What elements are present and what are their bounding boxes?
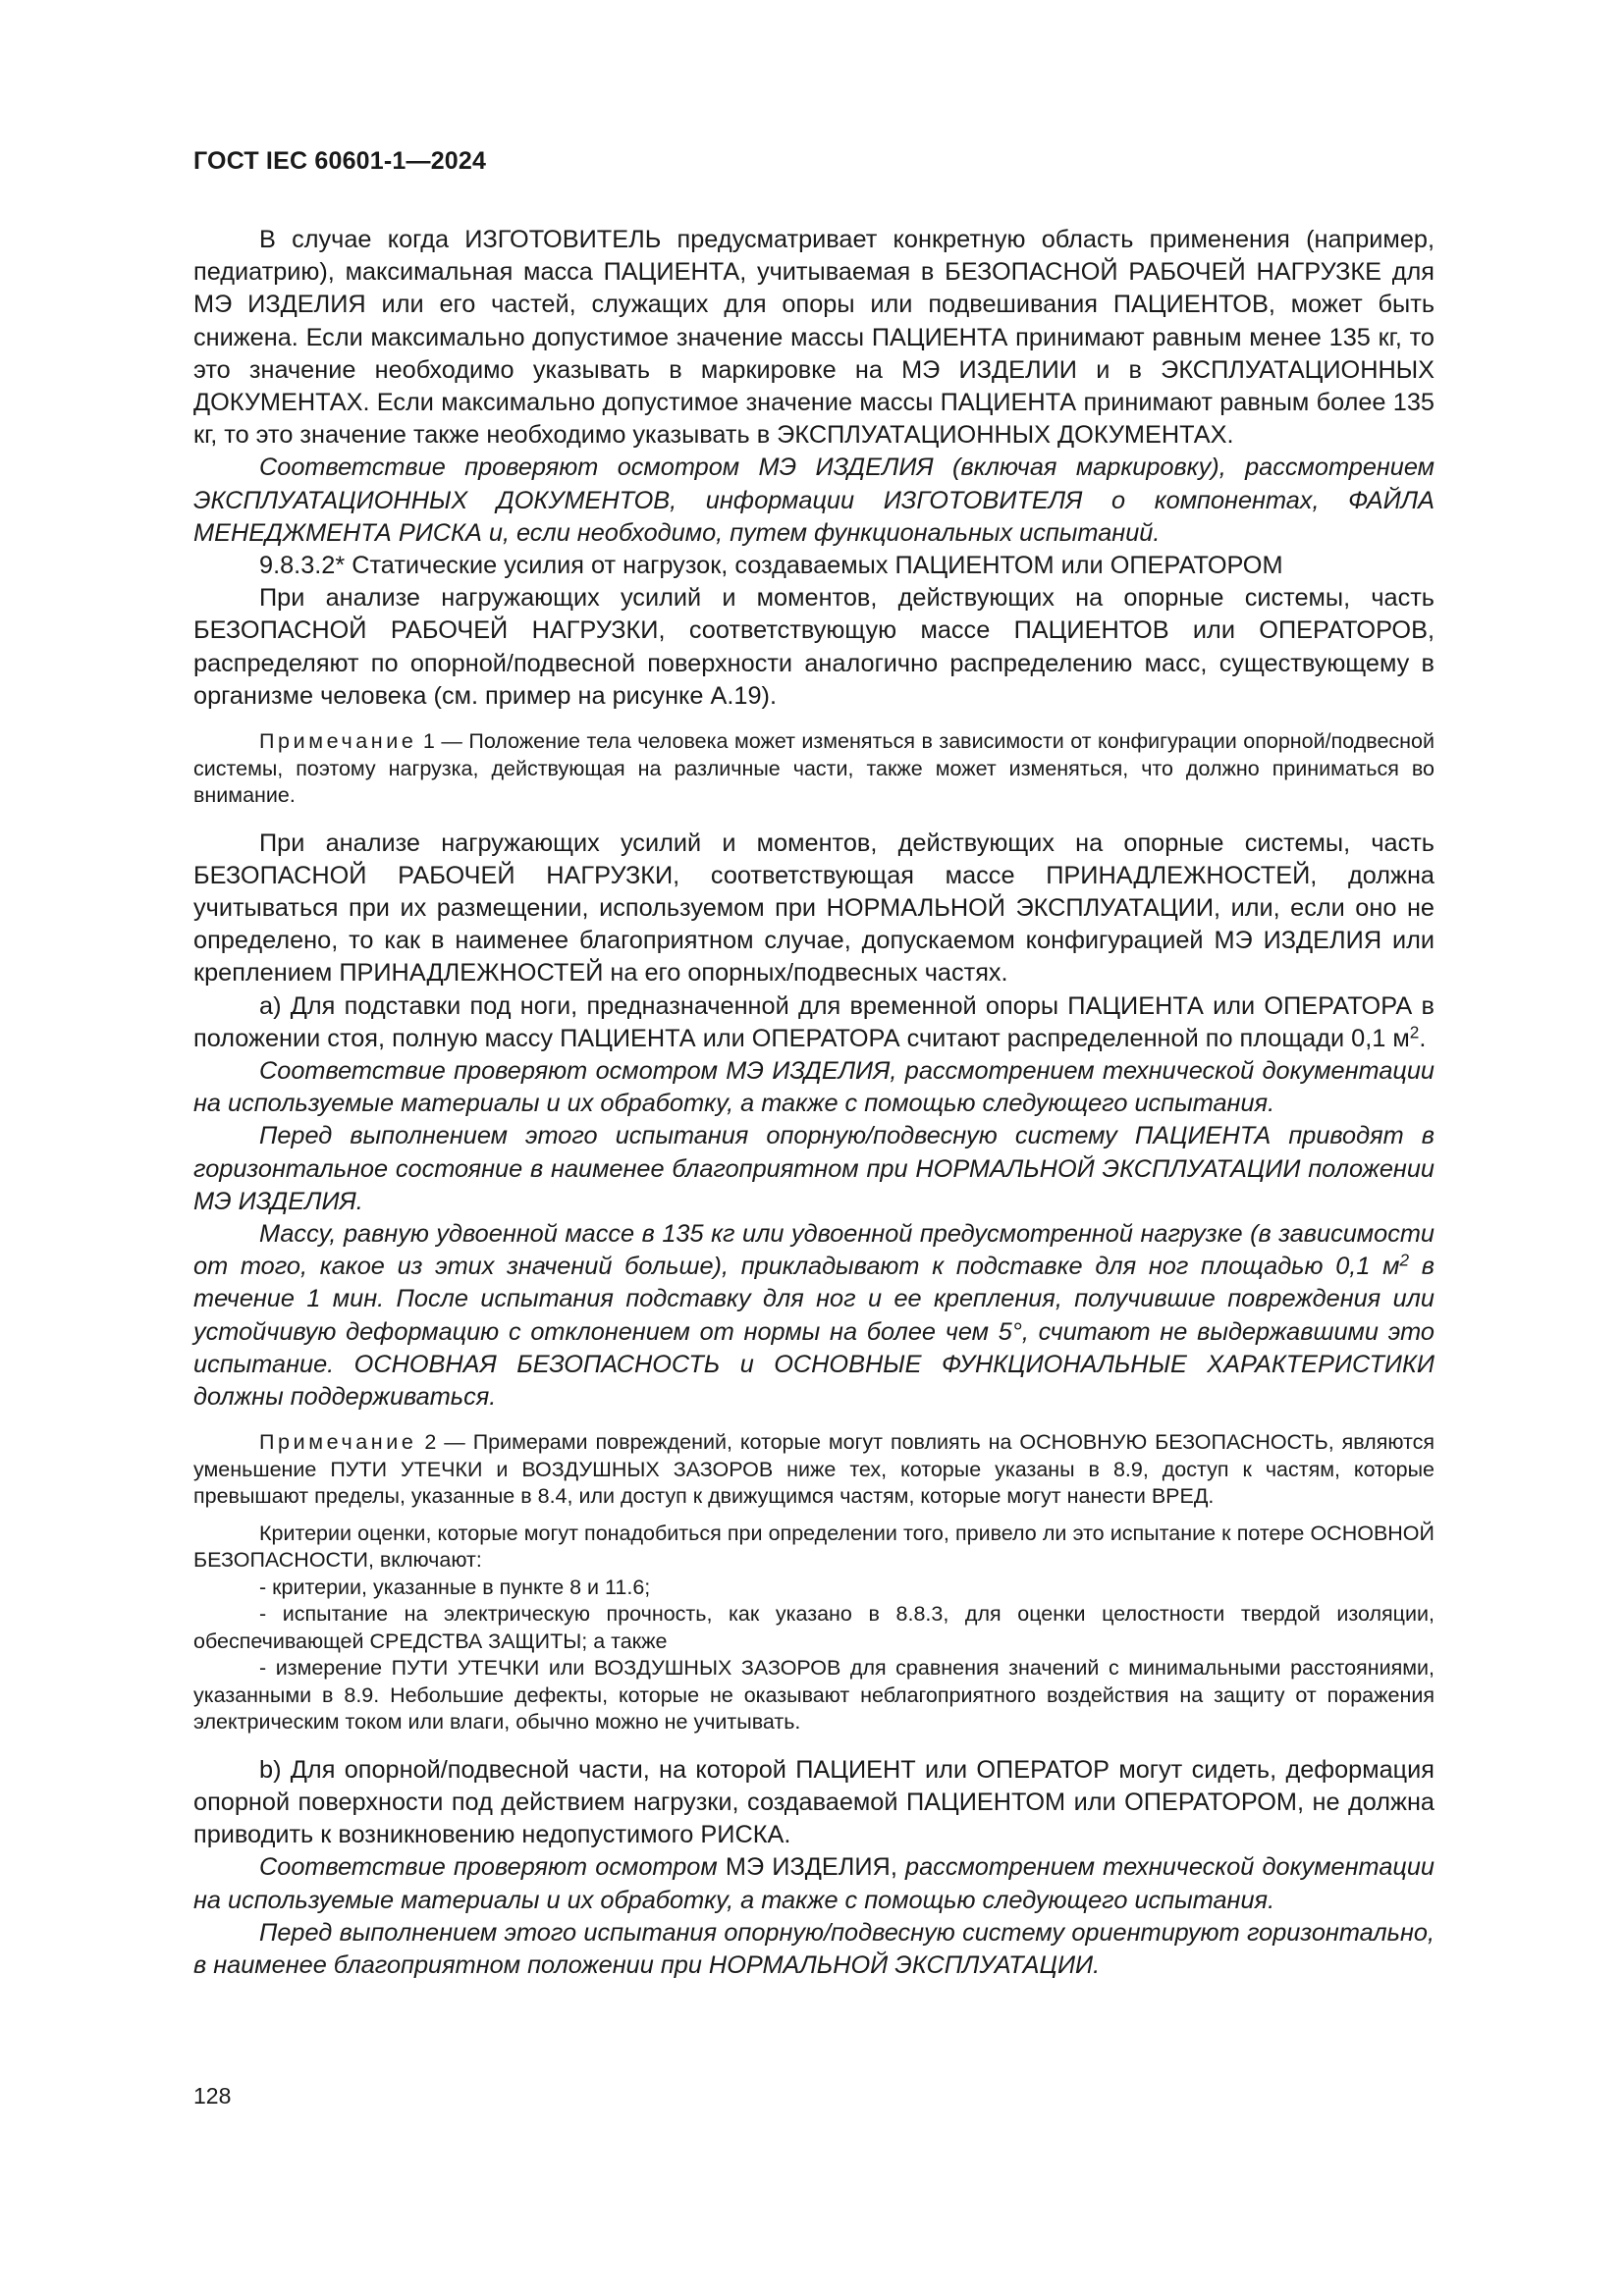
compliance-paragraph: Соответствие проверяют осмотром МЭ ИЗДЕЛИЯ, рассмотрением технической документации на используемые материалы и их обработку, а также с помощью следующего испытания. (193, 1056, 1435, 1118)
test-paragraph: Перед выполнением этого испытания опорную/подвесную систему ПАЦИЕНТА приводят в горизонтальное состояние в наименее благоприятном при НОРМАЛЬНОЙ ЭКСПЛУАТАЦИИ положении МЭ ИЗДЕЛИЯ. (193, 1122, 1435, 1215)
list-item: - критерии, указанные в пункте 8 и 11.6; (259, 1575, 651, 1599)
document-body (193, 224, 1435, 1982)
test-paragraph: Перед выполнением этого испытания опорную/подвесную систему ориентируют горизонтально, в наименее благоприятном положении при НОРМАЛЬНОЙ ЭКСПЛУАТАЦИИ. (193, 1918, 1435, 1979)
note-label: Примечание (259, 729, 417, 754)
list-paragraph-b: b) Для опорной/подвесной части, на которой ПАЦИЕНТ или ОПЕРАТОР могут сидеть, деформация опорной поверхности под действием нагрузки, создаваемой ПАЦИЕНТОМ или ОПЕРАТОРОМ, не должна приводить к возникновению недопустимого РИСКА. (193, 1755, 1435, 1849)
page-number: 128 (193, 2083, 232, 2109)
compliance-paragraph: Соответствие проверяют осмотром МЭ ИЗДЕЛИЯ (включая маркировку), рассмотрением ЭКСПЛУАТАЦИОННЫХ ДОКУМЕНТОВ, информации ИЗГОТОВИТЕЛЯ о компонентах, ФАЙЛА МЕНЕДЖМЕНТА РИСКА и, если необходимо, путем функциональных испытаний. (193, 454, 1435, 547)
note-1 (193, 728, 1435, 810)
note-label: Примечание (259, 1430, 417, 1455)
test-paragraph: Массу, равную удвоенной массе в 135 кг или удвоенной предусмотренной нагрузке (в зависимости от того, какое из этих значений больше), прикладывают к подставке для ног площадью 0,1 $м^2$ в течение 1 мин. После испытания подставку для ног и ее крепления, получившие повреждения или устойчивую деформацию с отклонением от нормы на более чем 5°, считают не выдержавшими это испытание. ОСНОВНАЯ БЕЗОПАСНОСТЬ и ОСНОВНЫЕ ФУНКЦИОНАЛЬНЫЕ ХАРАКТЕРИСТИКИ должны поддерживаться. (193, 1219, 1435, 1411)
note-text: 2 — Примерами повреждений, которые могут повлиять на ОСНОВНУЮ БЕЗОПАСНОСТЬ, являются уменьшение ПУТИ УТЕЧКИ и ВОЗДУШНЫХ ЗАЗОРОВ ниже тех, которые указаны в 8.9, доступ к частям, которые превышают пределы, указанные в 8.4, или доступ к движущимся частям, которые могут нанести ВРЕД. (193, 1430, 1435, 1509)
list-item: - измерение ПУТИ УТЕЧКИ или ВОЗДУШНЫХ ЗАЗОРОВ для сравнения значений с минимальными расстояниями, указанными в 8.9. Небольшие дефекты, которые не оказывают неблагоприятного воздействия на защиту от поражения электрическим током или влаги, обычно можно не учитывать. (193, 1656, 1435, 1735)
section-heading: 9.8.3.2* Статические усилия от нагрузок, создаваемых ПАЦИЕНТОМ или ОПЕРАТОРОМ (259, 552, 1283, 580)
list-paragraph-a: a) Для подставки под ноги, предназначенной для временной опоры ПАЦИЕНТА или ОПЕРАТОРА в положении стоя, полную массу ПАЦИЕНТА или ОПЕРАТОРА считают распределенной по площади 0,1 $м^2$. (193, 991, 1435, 1052)
document-header: ГОСТ IEC 60601-1—2024 (193, 147, 487, 175)
paragraph: При анализе нагружающих усилий и моментов, действующих на опорные системы, часть БЕЗОПАСНОЙ РАБОЧЕЙ НАГРУЗКИ, соответствующую массе ПАЦИЕНТОВ или ОПЕРАТОРОВ, распределяют по опорной/подвесной поверхности аналогично распределению масс, существующему в организме человека (см. пример на рисунке А.19). (193, 584, 1435, 710)
paragraph: При анализе нагружающих усилий и моментов, действующих на опорные системы, часть БЕЗОПАСНОЙ РАБОЧЕЙ НАГРУЗКИ, соответствующая массе ПРИНАДЛЕЖНОСТЕЙ, должна учитываться при их размещении, используемом при НОРМАЛЬНОЙ ЭКСПЛУАТАЦИИ, или, если оно не определено, то как в наименее благоприятном случае, допускаемом конфигурацией МЭ ИЗДЕЛИЯ или креплением ПРИНАДЛЕЖНОСТЕЙ на его опорных/подвесных частях. (193, 828, 1435, 988)
criteria-text: Критерии оценки, которые могут понадобиться при определении того, привело ли это испытание к потере ОСНОВНОЙ БЕЗОПАСНОСТИ, включают: (193, 1521, 1435, 1573)
note-text: 1 — Положение тела человека может изменяться в зависимости от конфигурации опорной/подвесной системы, поэтому нагрузка, действующая на различные части, также может изменяться, что должно приниматься во внимание. (193, 729, 1435, 808)
list-item: - испытание на электрическую прочность, как указано в 8.8.3, для оценки целостности твердой изоляции, обеспечивающей СРЕДСТВА ЗАЩИТЫ; а также (193, 1602, 1435, 1653)
note-2 (193, 1429, 1435, 1511)
compliance-paragraph: Соответствие проверяют осмотром МЭ ИЗДЕЛИЯ, рассмотрением технической документации на используемые материалы и их обработку, а также с помощью следующего испытания. (193, 1853, 1435, 1914)
paragraph: В случае когда ИЗГОТОВИТЕЛЬ предусматривает конкретную область применения (например, педиатрию), максимальная масса ПАЦИЕНТА, учитываемая в БЕЗОПАСНОЙ РАБОЧЕЙ НАГРУЗКЕ для МЭ ИЗДЕЛИЯ или его частей, служащих для опоры или подвешивания ПАЦИЕНТОВ, может быть снижена. Если максимально допустимое значение массы ПАЦИЕНТА принимают равным менее 135 кг, то это значение необходимо указывать в маркировке на МЭ ИЗДЕЛИИ и в ЭКСПЛУАТАЦИОННЫХ ДОКУМЕНТАХ. Если максимально допустимое значение массы ПАЦИЕНТА принимают равным более 135 кг, то это значение также необходимо указывать в ЭКСПЛУАТАЦИОННЫХ ДОКУМЕНТАХ. (193, 226, 1435, 450)
